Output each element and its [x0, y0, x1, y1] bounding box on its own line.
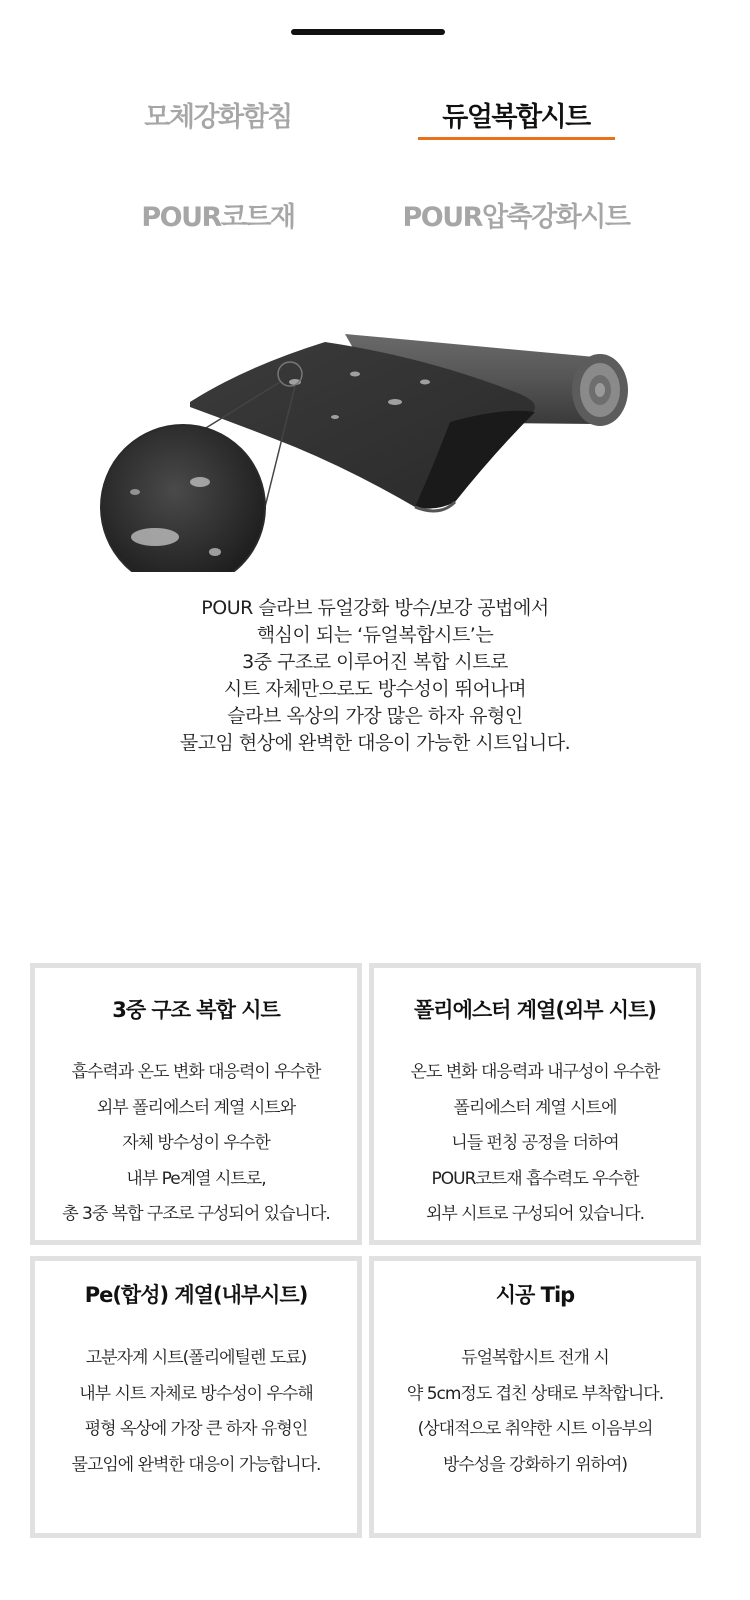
product-description: [75, 595, 675, 757]
card-line: 고분자계 시트(폴리에틸렌 도료): [85, 1348, 307, 1368]
card-title: 시공 Tip: [495, 1283, 575, 1307]
description-line: 물고임 현상에 완벽한 대응이 가능한 시트입니다.: [179, 732, 571, 754]
product-roll-sheet-image: [95, 312, 635, 572]
card-line: POUR코트재 흡수력도 우수한: [431, 1168, 639, 1189]
card-body: [35, 1341, 357, 1483]
card-body: [35, 1055, 357, 1233]
card-title: 3중 구조 복합 시트: [112, 998, 280, 1022]
tab-pour-coat[interactable]: POUR코트재: [141, 202, 295, 233]
description-line: 시트 자체만으로도 방수성이 뛰어나며: [223, 678, 527, 700]
feature-card: [30, 1256, 362, 1538]
description-line: 핵심이 되는 ‘듀얼복합시트’는: [256, 624, 494, 646]
description-line: 슬라브 옥상의 가장 많은 하자 유형인: [227, 705, 523, 727]
drag-handle[interactable]: [291, 29, 445, 35]
card-line: 방수성을 강화하기 위하여): [442, 1454, 628, 1475]
card-title: 폴리에스터 계열(외부 시트): [414, 998, 656, 1022]
card-title: Pe(합성) 계열(내부시트): [84, 1283, 308, 1307]
description-line: 3중 구조로 이루어진 복합 시트로: [242, 651, 508, 673]
feature-card: [30, 963, 362, 1245]
card-line: 총 3중 복합 구조로 구성되어 있습니다.: [62, 1204, 330, 1224]
card-line: 듀얼복합시트 전개 시: [461, 1348, 609, 1368]
card-line: 온도 변화 대응력과 내구성이 우수한: [410, 1062, 660, 1082]
tab-pour-compression-sheet[interactable]: POUR압축강화시트: [402, 202, 630, 233]
card-line: 흡수력과 온도 변화 대응력이 우수한: [71, 1062, 321, 1082]
card-body: [374, 1341, 696, 1483]
tab-dual-composite-sheet[interactable]: 듀얼복합시트: [442, 102, 590, 133]
card-line: 외부 폴리에스터 계열 시트와: [96, 1097, 296, 1118]
description-line: POUR 슬라브 듀얼강화 방수/보강 공법에서: [201, 597, 549, 619]
card-line: (상대적으로 취약한 시트 이음부의: [417, 1419, 653, 1439]
card-line: 폴리에스터 계열 시트에: [453, 1097, 617, 1118]
card-line: 내부 Pe계열 시트로,: [126, 1168, 266, 1189]
card-line: 약 5cm정도 겹친 상태로 부착합니다.: [406, 1383, 664, 1404]
card-body: [374, 1055, 696, 1233]
card-line: 니들 펀칭 공정을 더하여: [451, 1133, 619, 1153]
active-tab-indicator: [418, 137, 615, 140]
card-line: 평형 옥상에 가장 큰 하자 유형인: [84, 1419, 308, 1439]
card-line: 내부 시트 자체로 방수성이 우수해: [79, 1383, 313, 1404]
card-line: 자체 방수성이 우수한: [122, 1133, 270, 1153]
card-line: 외부 시트로 구성되어 있습니다.: [425, 1204, 645, 1224]
tab-mother-reinforcement[interactable]: 모체강화함침: [144, 102, 292, 133]
tip-card: [369, 1256, 701, 1538]
feature-card: [369, 963, 701, 1245]
card-line: 물고임에 완벽한 대응이 가능합니다.: [71, 1454, 321, 1475]
